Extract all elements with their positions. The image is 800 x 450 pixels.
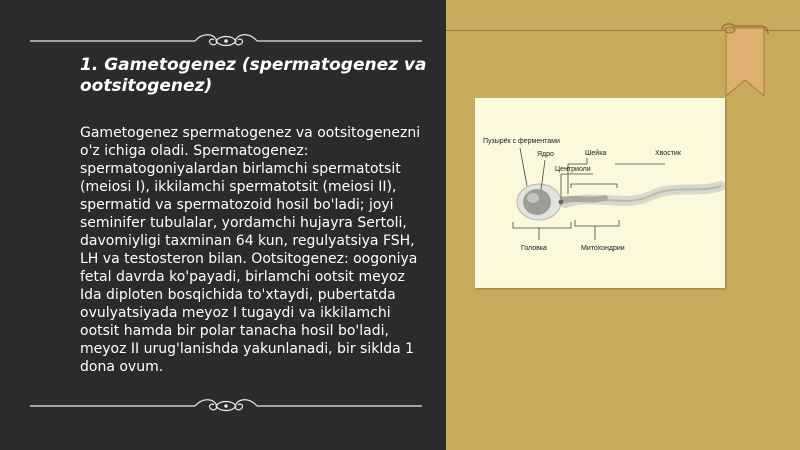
scroll-ornament-icon <box>30 31 422 51</box>
sperm-nucleus <box>523 189 551 215</box>
nucleus-highlight <box>527 193 539 203</box>
bookmark-ribbon-icon <box>720 22 770 102</box>
label-mitochondria: Митохондрии <box>581 245 625 252</box>
label-vesicle: Пузырёк с ферментами <box>483 138 560 145</box>
label-tail: Хвостик <box>655 150 681 157</box>
label-neck: Шейка <box>585 150 607 157</box>
sperm-structure-figure <box>475 98 725 288</box>
sperm-diagram <box>475 98 725 288</box>
centriole-dot <box>559 200 564 205</box>
scroll-ornament-icon <box>30 396 422 416</box>
slide-body-text: Gametogenez spermatogenez va ootsitogenezni o'z ichiga oladi. Spermatogenez: spermatogoniyalardan birlamchi spermatotsit (meiosi I), ikkilamchi spermatotsit (meiosi II), spermatid va spermatozoid hosil bo'ladi; joyi seminifer tubulalar, yordamchi hujayra Sertoli, davomiyligi taxminan 64 kun, regulyatsiya FSH, LH va testosteron bilan. Ootsitogenez: oogoniya fetal davrda ko'payadi, birlamchi ootsit meyoz Ida diploten bosqichida to'xtaydi, pubertatda ovulyatsiyada meyoz I tugaydi va ikkilamchi ootsit hamda bir polar tanacha hosil bo'ladi, meyoz II urug'lanishda yakunlanadi, bir siklda 1 dona ovum. <box>80 125 421 375</box>
sperm-midpiece <box>557 198 605 201</box>
label-centrioles: Центриоли <box>555 166 591 173</box>
slide-title: 1. Gametogenez (spermatogenez va ootsitogenez) <box>80 55 427 96</box>
label-nucleus: Ядро <box>537 151 554 158</box>
label-head: Головка <box>521 245 547 252</box>
